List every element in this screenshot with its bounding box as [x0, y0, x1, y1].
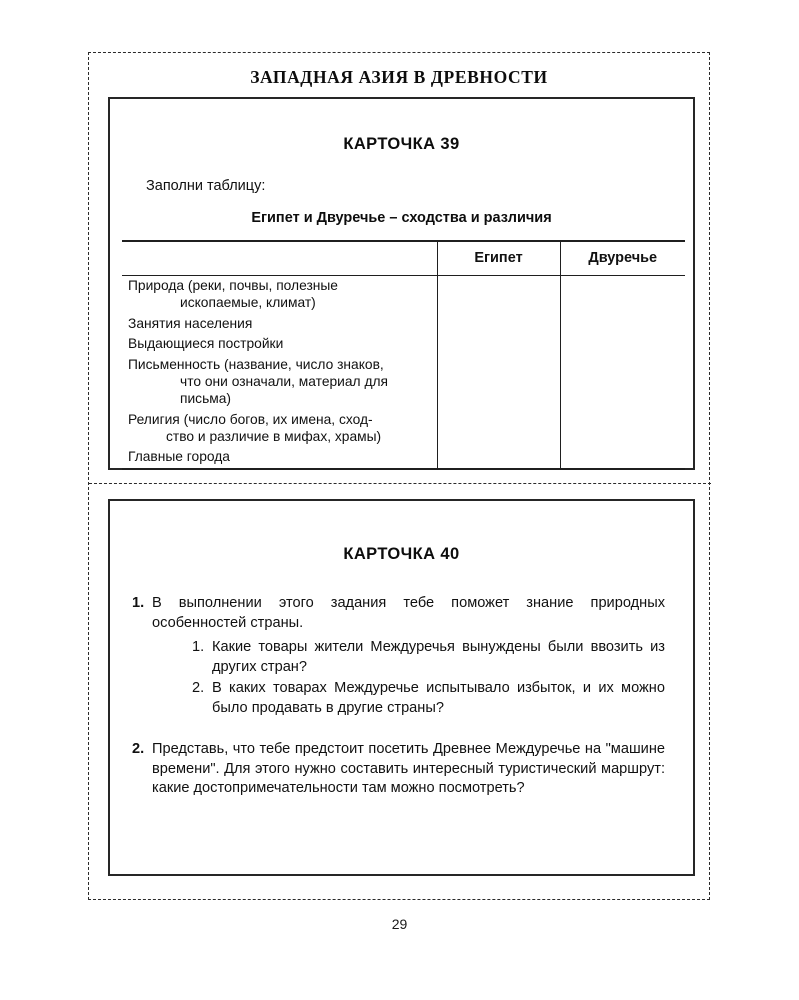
table-row	[122, 355, 685, 409]
table-row	[122, 314, 685, 335]
subtask-list	[152, 638, 665, 718]
answer-cell-mesopotamia[interactable]	[560, 314, 685, 335]
answer-cell-egypt[interactable]	[437, 447, 560, 469]
subtask-text: Какие товары жители Междуречья вынуждены были ввозить из других стран?	[212, 639, 665, 675]
page-title: ЗАПАДНАЯ АЗИЯ В ДРЕВНОСТИ	[250, 67, 548, 87]
task-marker: 1.	[132, 595, 145, 611]
row-label-writing: Письменность (название, число знаков, что они означали, материал для письма)	[128, 357, 389, 406]
card-39-instruction: Заполни таблицу:	[146, 178, 266, 194]
row-label-buildings: Выдающиеся постройки	[128, 336, 284, 352]
subtask-item-2	[192, 679, 665, 718]
task-body	[152, 594, 665, 718]
column-header-egypt: Египет	[437, 241, 560, 276]
row-label-nature: Природа (реки, почвы, полезные ископаемые, климат)	[128, 278, 338, 310]
comparison-table	[122, 240, 685, 470]
comparison-table-body	[122, 276, 685, 470]
answer-cell-mesopotamia[interactable]	[560, 410, 685, 448]
answer-cell-egypt[interactable]	[437, 334, 560, 355]
answer-cell-egypt[interactable]	[437, 276, 560, 314]
table-header-row	[122, 241, 685, 276]
subtask-item-1	[192, 638, 665, 677]
answer-cell-egypt[interactable]	[437, 410, 560, 448]
table-row	[122, 276, 685, 314]
card-separator-cut-line	[89, 483, 711, 484]
task-body	[152, 740, 665, 799]
subtask-marker: 1.	[192, 639, 205, 656]
task-text: Представь, что тебе предстоит посетить Древнее Междуречье на "машине времени". Для этого нужно составить интересный туристический маршрут: какие достопримечательности там можно посмотреть?	[152, 741, 665, 797]
comparison-table-head	[122, 241, 685, 276]
card-40-heading: КАРТОЧКА 40	[343, 545, 460, 563]
answer-cell-mesopotamia[interactable]	[560, 355, 685, 409]
column-header-mesopotamia: Двуречье	[560, 241, 685, 276]
task-list	[132, 594, 665, 799]
answer-cell-egypt[interactable]	[437, 355, 560, 409]
worksheet-dashed-frame	[88, 52, 710, 900]
column-header-criteria	[122, 241, 437, 276]
subtask-marker: 2.	[192, 680, 205, 697]
row-label-occupations: Занятия населения	[128, 315, 253, 331]
answer-cell-mesopotamia[interactable]	[560, 447, 685, 469]
comparison-table-caption: Египет и Двуречье – сходства и различия	[251, 210, 552, 226]
card-40	[108, 499, 695, 876]
task-marker: 2.	[132, 741, 145, 758]
page-number: 29	[391, 916, 408, 932]
answer-cell-mesopotamia[interactable]	[560, 276, 685, 314]
card-39-heading: КАРТОЧКА 39	[343, 135, 460, 153]
row-label-cities: Главные города	[122, 447, 437, 469]
answer-cell-mesopotamia[interactable]	[560, 334, 685, 355]
table-row	[122, 447, 685, 469]
task-text: В выполнении этого задания тебе поможет знание природных особенностей страны.	[152, 595, 665, 631]
row-label-religion: Религия (число богов, их имена, сход- ство и различие в мифах, храмы)	[128, 411, 382, 444]
card-39	[108, 97, 695, 470]
table-row	[122, 410, 685, 448]
subtask-text: В каких товарах Междуречье испытывало избыток, и их можно было продавать в другие страны?	[212, 680, 665, 716]
answer-cell-egypt[interactable]	[437, 314, 560, 335]
task-item-2	[132, 740, 665, 799]
task-item-1	[132, 594, 665, 718]
table-row	[122, 334, 685, 355]
